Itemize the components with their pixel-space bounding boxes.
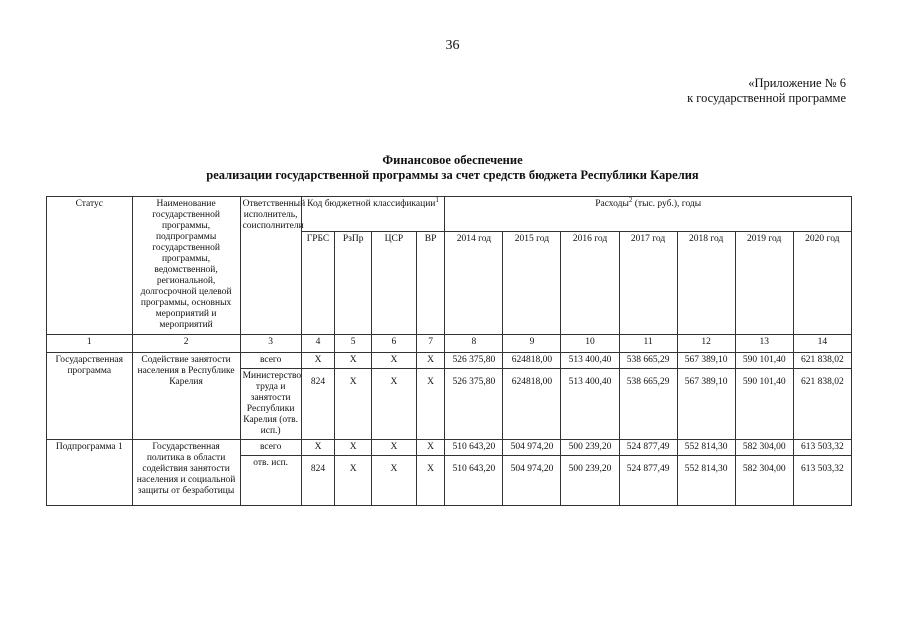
amount-cell: 552 814,30: [677, 456, 735, 506]
status-cell: Подпрограмма 1: [47, 440, 133, 506]
amount-cell: 524 877,49: [619, 440, 677, 456]
code-cell: 824: [301, 369, 335, 440]
amount-cell: 613 503,32: [793, 440, 851, 456]
amount-cell: 504 974,20: [503, 456, 561, 506]
column-number: 4: [301, 335, 335, 353]
name-cell: Государственная политика в области содействия занятости населения и социальной защиты от безработицы: [132, 440, 240, 506]
amount-cell: 552 814,30: [677, 440, 735, 456]
header-year: 2016 год: [561, 232, 619, 335]
column-number: 9: [503, 335, 561, 353]
header-year: 2017 год: [619, 232, 677, 335]
amount-cell: 513 400,40: [561, 353, 619, 369]
column-number: 1: [47, 335, 133, 353]
column-number: 14: [793, 335, 851, 353]
header-status: Статус: [47, 197, 133, 335]
amount-cell: 538 665,29: [619, 353, 677, 369]
amount-cell: 624818,00: [503, 369, 561, 440]
responsible-cell: отв. исп.: [240, 456, 301, 506]
amount-cell: 524 877,49: [619, 456, 677, 506]
header-vr: ВР: [416, 232, 445, 335]
responsible-cell: Министерство труда и занятости Республики Карелия (отв. исп.): [240, 369, 301, 440]
footnote-mark-1: 1: [435, 195, 439, 204]
header-budget-code-text: Код бюджетной классификации: [307, 199, 436, 209]
name-cell: Содействие занятости населения в Республике Карелия: [132, 353, 240, 440]
code-cell: X: [371, 440, 416, 456]
footnote-mark-2: 2: [628, 195, 633, 204]
code-cell: X: [371, 353, 416, 369]
code-cell: X: [301, 440, 335, 456]
appendix-line-2: к государственной программе: [687, 91, 846, 105]
code-cell: X: [335, 456, 372, 506]
amount-cell: 613 503,32: [793, 456, 851, 506]
code-cell: X: [371, 369, 416, 440]
column-number-row: [47, 335, 852, 353]
header-expenses-rest: (тыс. руб.), годы: [632, 199, 702, 209]
header-budget-code: [301, 197, 445, 232]
code-cell: X: [335, 353, 372, 369]
code-cell: X: [416, 353, 445, 369]
status-cell: Государственная программа: [47, 353, 133, 440]
header-expenses: [445, 197, 852, 232]
amount-cell: 526 375,80: [445, 369, 503, 440]
amount-cell: 504 974,20: [503, 440, 561, 456]
column-number: 5: [335, 335, 372, 353]
header-year: 2018 год: [677, 232, 735, 335]
amount-cell: 513 400,40: [561, 369, 619, 440]
code-cell: X: [416, 440, 445, 456]
column-number: 11: [619, 335, 677, 353]
amount-cell: 624818,00: [503, 353, 561, 369]
header-year: 2015 год: [503, 232, 561, 335]
amount-cell: 500 239,20: [561, 456, 619, 506]
financing-table: [46, 196, 852, 506]
table-row: [47, 353, 852, 369]
column-number: 10: [561, 335, 619, 353]
header-expenses-text: Расходы: [595, 199, 629, 209]
amount-cell: 538 665,29: [619, 369, 677, 440]
amount-cell: 526 375,80: [445, 353, 503, 369]
code-cell: X: [416, 369, 445, 440]
table-row: [47, 440, 852, 456]
code-cell: X: [335, 440, 372, 456]
column-number: 6: [371, 335, 416, 353]
column-number: 13: [735, 335, 793, 353]
header-responsible: Ответственный исполнитель, соисполнители: [240, 197, 301, 335]
header-year: 2020 год: [793, 232, 851, 335]
header-csr: ЦСР: [371, 232, 416, 335]
code-cell: X: [301, 353, 335, 369]
column-number: 2: [132, 335, 240, 353]
page-number: 36: [445, 38, 460, 53]
code-cell: X: [416, 456, 445, 506]
header-year: 2019 год: [735, 232, 793, 335]
code-cell: 824: [301, 456, 335, 506]
code-cell: X: [335, 369, 372, 440]
header-rzpr: РзПр: [335, 232, 372, 335]
amount-cell: 582 304,00: [735, 440, 793, 456]
amount-cell: 590 101,40: [735, 369, 793, 440]
amount-cell: 510 643,20: [445, 456, 503, 506]
appendix-reference: [687, 76, 846, 106]
amount-cell: 567 389,10: [677, 369, 735, 440]
amount-cell: 621 838,02: [793, 369, 851, 440]
amount-cell: 582 304,00: [735, 456, 793, 506]
header-row-1: [47, 197, 852, 232]
appendix-line-1: «Приложение № 6: [748, 76, 846, 90]
responsible-cell: всего: [240, 440, 301, 456]
title-line-1: Финансовое обеспечение: [382, 153, 523, 167]
column-number: 8: [445, 335, 503, 353]
header-name: Наименование государственной программы, подпрограммы государственной программы, ведомственной, региональной, долгосрочной целевой программы, основных мероприятий и мероприятий: [132, 197, 240, 335]
document-title: [0, 153, 905, 183]
column-number: 7: [416, 335, 445, 353]
amount-cell: 621 838,02: [793, 353, 851, 369]
column-number: 3: [240, 335, 301, 353]
header-year: 2014 год: [445, 232, 503, 335]
column-number: 12: [677, 335, 735, 353]
header-grbs: ГРБС: [301, 232, 335, 335]
amount-cell: 500 239,20: [561, 440, 619, 456]
amount-cell: 567 389,10: [677, 353, 735, 369]
responsible-cell: всего: [240, 353, 301, 369]
amount-cell: 510 643,20: [445, 440, 503, 456]
amount-cell: 590 101,40: [735, 353, 793, 369]
code-cell: X: [371, 456, 416, 506]
title-line-2: реализации государственной программы за счет средств бюджета Республики Карелия: [206, 168, 699, 182]
